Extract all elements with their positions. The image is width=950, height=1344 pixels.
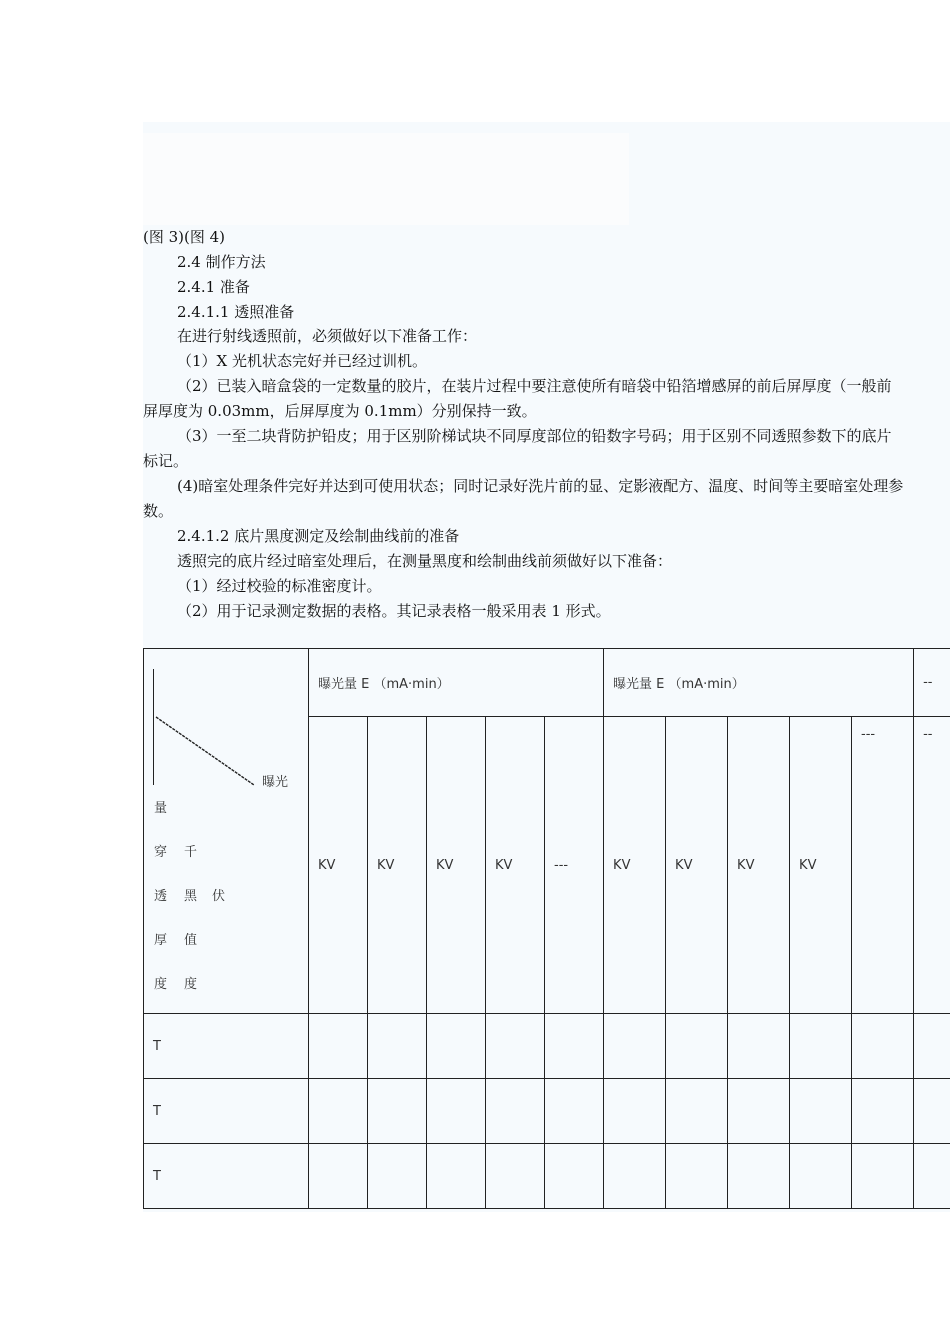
list-item-3-line1: （3）一至二块背防护铅皮；用于区别阶梯试块不同厚度部位的铅数字号码；用于区别不同透照参数下的底片 xyxy=(177,427,892,445)
heading-2-4-1-1: 2.4.1.1 透照准备 xyxy=(177,303,295,321)
list-item-4-line2: 数。 xyxy=(143,502,174,520)
header-label-l3a: 透 xyxy=(154,889,168,904)
header-label-l3b: 黑 xyxy=(184,889,198,904)
table-row xyxy=(144,1144,950,1209)
header-label-l4b: 值 xyxy=(184,933,198,948)
paragraph-intro2: 透照完的底片经过暗室处理后，在测量黑度和绘制曲线前须做好以下准备： xyxy=(177,552,673,570)
kv-cell: --- xyxy=(852,717,914,1014)
kv-cell: KV xyxy=(486,717,545,1014)
header-label-l1: 量 xyxy=(154,801,168,816)
list-item-p1: （1）经过校验的标准密度计。 xyxy=(177,577,382,595)
diagonal-header-cell xyxy=(144,649,309,1014)
figure-placeholder xyxy=(143,133,629,225)
row-label: T xyxy=(144,1144,309,1209)
table-row xyxy=(144,1014,950,1079)
exposure-group2-header: 曝光量 E （mA·min） xyxy=(604,649,914,717)
kv-cell: KV xyxy=(604,717,666,1014)
header-label-l2b: 千 xyxy=(184,845,198,860)
row-label: T xyxy=(144,1014,309,1079)
header-diagonal-line xyxy=(154,709,264,789)
record-table-wrap xyxy=(143,648,950,1210)
list-item-1: （1）X 光机状态完好并已经过训机。 xyxy=(177,352,427,370)
table-header-row xyxy=(144,649,950,717)
list-item-p2: （2）用于记录测定数据的表格。其记录表格一般采用表 1 形式。 xyxy=(177,602,611,620)
kv-cell: -- xyxy=(914,717,950,1014)
list-item-2-line1: （2）已装入暗盒袋的一定数量的胶片，在装片过程中要注意使所有暗袋中铅箔增感屏的前后屏厚度（一般前 xyxy=(177,377,892,395)
header-label-l2a: 穿 xyxy=(154,845,168,860)
exposure-group1-header: 曝光量 E （mA·min） xyxy=(309,649,604,717)
record-table xyxy=(143,648,950,1209)
kv-cell: KV xyxy=(309,717,368,1014)
list-item-4-line1: (4)暗室处理条件完好并达到可使用状态；同时记录好洗片前的显、定影液配方、温度、时间等主要暗室处理参 xyxy=(177,477,904,495)
kv-cell: KV xyxy=(790,717,852,1014)
heading-2-4-1-2: 2.4.1.2 底片黑度测定及绘制曲线前的准备 xyxy=(177,527,460,545)
kv-cell: --- xyxy=(545,717,604,1014)
header-label-l3c: 伏 xyxy=(212,889,226,904)
list-item-2-line2: 屏厚度为 0.03mm，后屏厚度为 0.1mm）分别保持一致。 xyxy=(143,402,537,420)
heading-2-4: 2.4 制作方法 xyxy=(177,253,266,271)
figure-caption: (图 3)(图 4) xyxy=(143,228,226,246)
kv-cell: KV xyxy=(368,717,427,1014)
list-item-3-line2: 标记。 xyxy=(143,452,189,470)
kv-cell: KV xyxy=(427,717,486,1014)
paragraph-intro: 在进行射线透照前，必须做好以下准备工作： xyxy=(177,327,478,345)
heading-2-4-1: 2.4.1 准备 xyxy=(177,278,250,296)
header-label-l5a: 度 xyxy=(154,977,168,992)
table-row xyxy=(144,1079,950,1144)
header-label-exposure: 曝光 xyxy=(262,775,289,790)
kv-cell: KV xyxy=(666,717,728,1014)
exposure-group3-header: -- xyxy=(914,649,950,717)
header-label-l5b: 度 xyxy=(184,977,198,992)
kv-cell: KV xyxy=(728,717,790,1014)
row-label: T xyxy=(144,1079,309,1144)
header-label-l4a: 厚 xyxy=(154,933,168,948)
